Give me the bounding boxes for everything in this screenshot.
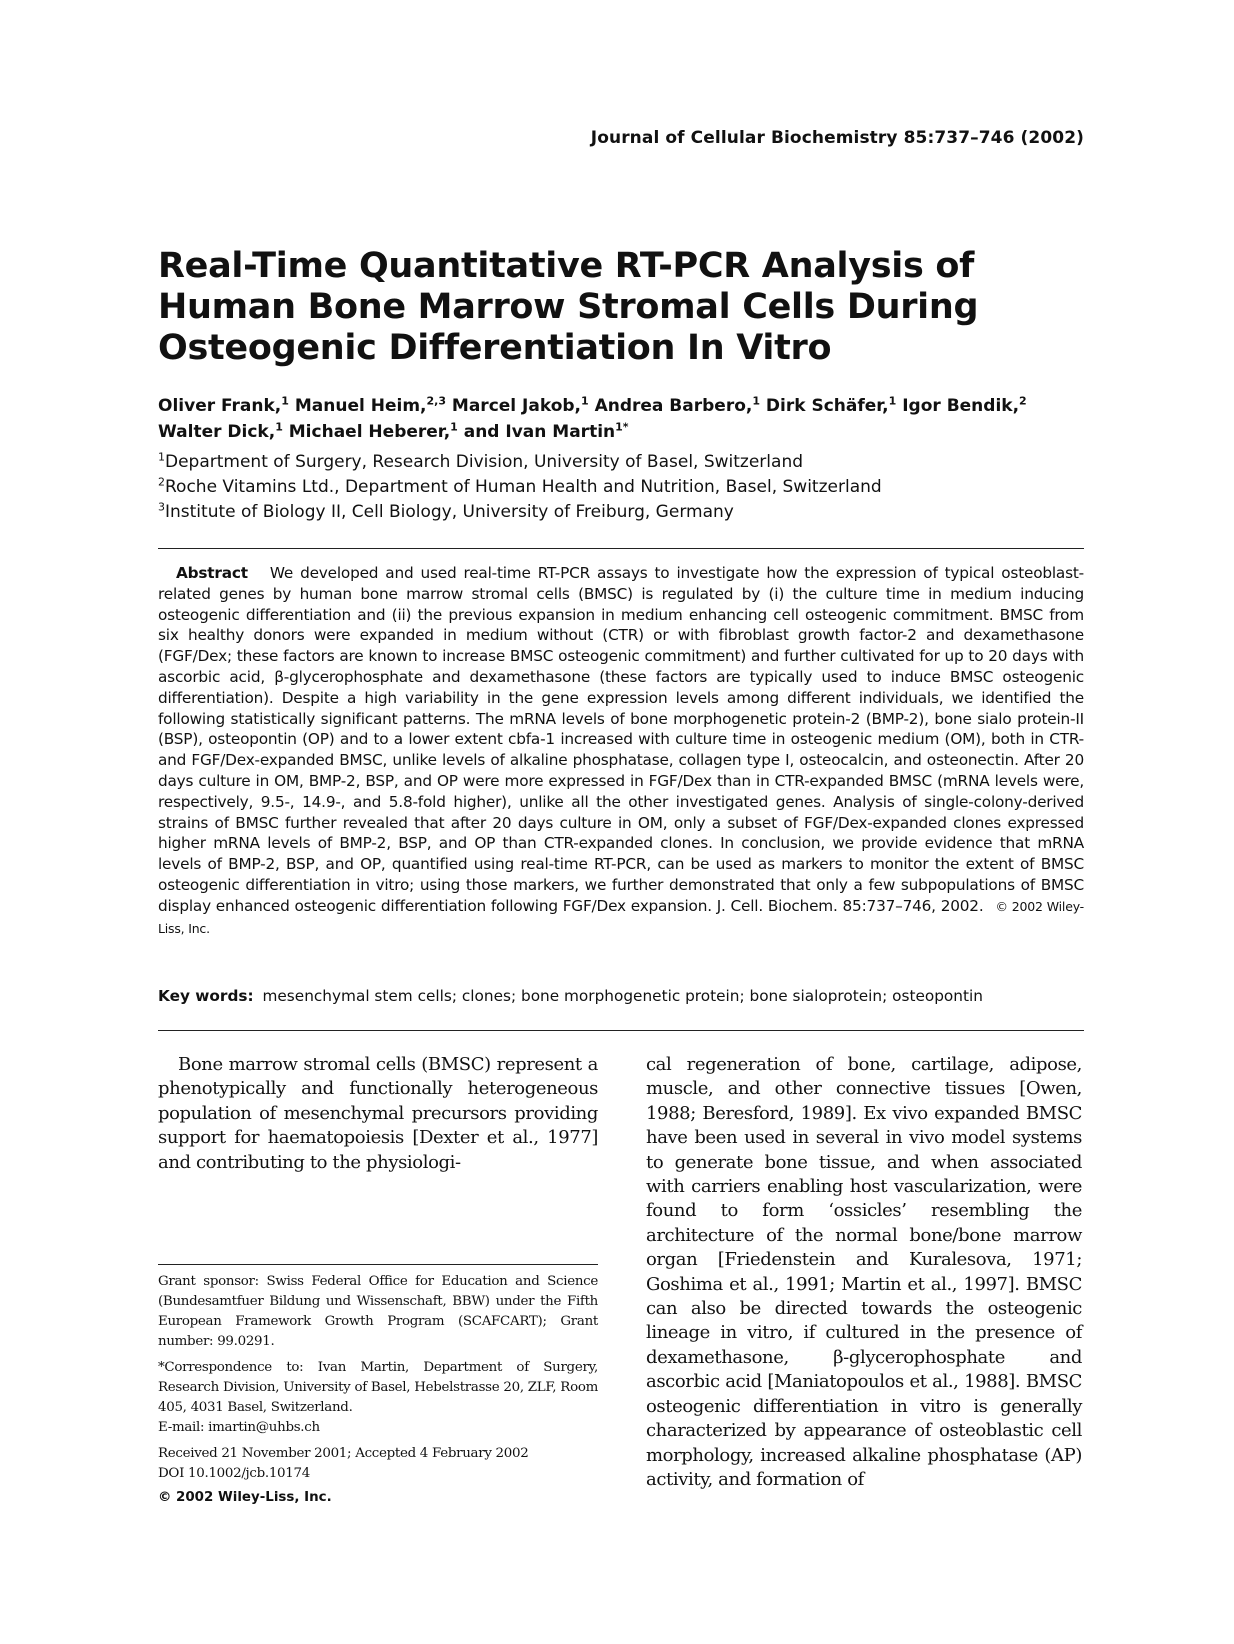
affiliation-text: Roche Vitamins Ltd., Department of Human Health and Nutrition, Basel, Switzerland: [165, 477, 882, 497]
author: [464, 422, 629, 442]
author-affiliation-mark: 1: [275, 420, 283, 434]
author: [158, 422, 283, 442]
abstract-text: We developed and used real-time RT-PCR assays to investigate how the expression of typical osteoblast-related genes by human bone marrow stromal cells (BMSC) is regulated by (i) the culture time in medium inducing osteogenic differentiation and (ii) the previous expansion in medium enhancing cell osteogenic commitment. BMSC from six healthy donors were expanded in medium without (CTR) or with fibroblast growth factor-2 and dexamethasone (FGF/Dex; these factors are known to increase BMSC osteogenic commitment) and further cultivated for up to 20 days with ascorbic acid, β-glycerophosphate and dexamethasone (these factors are typically used to induce BMSC osteogenic differentiation). Despite a high variability in the gene expression levels among different individuals, we identified the following statistically significant patterns. The mRNA levels of bone morphogenetic protein-2 (BMP-2), bone sialo protein-II (BSP), osteopontin (OP) and to a lower extent cbfa-1 increased with culture time in osteogenic medium (OM), both in CTR- and FGF/Dex-expanded BMSC, unlike levels of alkaline phosphatase, collagen type I, osteocalcin, and osteonectin. After 20 days culture in OM, BMP-2, BSP, and OP were more expressed in FGF/Dex than in CTR-expanded BMSC (mRNA levels were, respectively, 9.5-, 14.9-, and 5.8-fold higher), unlike all the other investigated genes. Analysis of single-colony-derived strains of BMSC further revealed that after 20 days culture in OM, only a subset of FGF/Dex-expanded clones expressed higher mRNA levels of BMP-2, BSP, and OP than CTR-expanded clones. In conclusion, we provide evidence that mRNA levels of BMP-2, BSP, and OP, quantified using real-time RT-PCR, can be used as markers to monitor the extent of BMSC osteogenic differentiation in vitro; using those markers, we further demonstrated that only a few subpopulations of BMSC display enhanced osteogenic differentiation following FGF/Dex expansion. J. Cell. Biochem. 85:737–746, 2002.: [158, 564, 1084, 915]
abstract-copyright: © 2002 Wiley-Liss, Inc.: [158, 898, 1084, 936]
author: [295, 396, 446, 416]
author-name: Michael Heberer,: [288, 422, 451, 442]
author-affiliation-mark: 1: [752, 394, 760, 408]
received-footnote: Received 21 November 2001; Accepted 4 February 2002: [158, 1446, 529, 1461]
affiliation-text: Institute of Biology II, Cell Biology, University of Freiburg, Germany: [165, 502, 734, 522]
author-affiliation-mark: 1: [888, 394, 897, 408]
abstract: [158, 563, 1084, 939]
doi-footnote: DOI 10.1002/jcb.10174: [158, 1466, 310, 1481]
copyright-notice: © 2002 Wiley-Liss, Inc.: [158, 1490, 332, 1505]
affiliation: [158, 500, 1088, 525]
author: [902, 396, 1026, 416]
author-name: Dirk Schäfer,: [765, 396, 889, 416]
author-list: [158, 393, 1088, 445]
author-name: and Ivan Martin: [463, 422, 616, 442]
author-name: Manuel Heim,: [294, 396, 427, 416]
keywords-label: Key words:: [158, 987, 254, 1005]
footnote-rule: [158, 1264, 598, 1265]
grant-footnote: Grant sponsor: Swiss Federal Office for Education and Science (Bundesamtfuer Bildung und Wissenschaft, BBW) under the Fifth European Framework Growth Program (SCAFCART); Grant number: 99.0291.: [158, 1274, 598, 1349]
author-name: Marcel Jakob,: [451, 396, 581, 416]
correspondence-footnote: *Correspondence to: Ivan Martin, Department of Surgery, Research Division, University of Basel, Hebelstrasse 20, ZLF, Room 405, 4031 Basel, Switzerland.: [158, 1360, 598, 1415]
affiliation: [158, 450, 1088, 475]
author: [289, 422, 458, 442]
author-affiliation-mark: 2,3: [426, 394, 446, 408]
keywords-text: mesenchymal stem cells; clones; bone morphogenetic protein; bone sialoprotein; osteopontin: [262, 987, 983, 1005]
author-affiliation-mark: 1: [281, 394, 289, 408]
affiliation-list: [158, 450, 1088, 525]
affiliation-mark: 1: [158, 450, 165, 464]
body-left-column: Bone marrow stromal cells (BMSC) represent a phenotypically and functionally heterogeneous population of mesenchymal precursors providing support for haematopoiesis [Dexter et al., 1977] and contributing to the physiologi-: [158, 1054, 598, 1173]
email-footnote: E-mail: imartin@uhbs.ch: [158, 1420, 320, 1435]
body-right-column: cal regeneration of bone, cartilage, adipose, muscle, and other connective tissues [Owen, 1988; Beresford, 1989]. Ex vivo expanded BMSC have been used in several in vivo model systems to generate bone tissue, and when associated with carriers enabling host vascularization, were found to form ‘ossicles’ resembling the architecture of the normal bone/bone marrow organ [Friedenstein and Kuralesova, 1971; Goshima et al., 1991; Martin et al., 1997]. BMSC can also be directed towards the osteogenic lineage in vitro, if cultured in the presence of dexamethasone, β-glycerophosphate and ascorbic acid [Maniatopoulos et al., 1988]. BMSC osteogenic differentiation in vitro is generally characterized by appearance of osteoblastic cell morphology, increased alkaline phosphatase (AP) activity, and formation of: [646, 1054, 1082, 1490]
affiliation-text: Department of Surgery, Research Division, University of Basel, Switzerland: [165, 452, 804, 472]
abstract-label: Abstract: [176, 564, 248, 582]
author-name: Oliver Frank,: [158, 396, 282, 416]
abstract-top-rule: [158, 548, 1084, 549]
paper-title: Real-Time Quantitative RT-PCR Analysis of Human Bone Marrow Stromal Cells During Osteogenic Differentiation In Vitro: [158, 246, 979, 368]
author-affiliation-mark: 1: [450, 420, 458, 434]
author: [452, 396, 589, 416]
author-affiliation-mark: 1*: [615, 420, 629, 434]
author-name: Walter Dick,: [158, 422, 276, 442]
author: [595, 396, 760, 416]
author-name: Andrea Barbero,: [594, 396, 753, 416]
author: [766, 396, 896, 416]
footnotes: [158, 1272, 598, 1490]
author-affiliation-mark: 1: [581, 394, 589, 408]
body-top-rule: [158, 1030, 1084, 1031]
affiliation-mark: 2: [158, 475, 165, 489]
author-name: Igor Bendik,: [902, 396, 1020, 416]
keywords: [158, 986, 1084, 1006]
journal-citation: Journal of Cellular Biochemistry 85:737–746 (2002): [590, 128, 1084, 148]
author: [158, 396, 289, 416]
affiliation-mark: 3: [158, 500, 165, 514]
affiliation: [158, 475, 1088, 500]
author-affiliation-mark: 2: [1019, 394, 1027, 408]
